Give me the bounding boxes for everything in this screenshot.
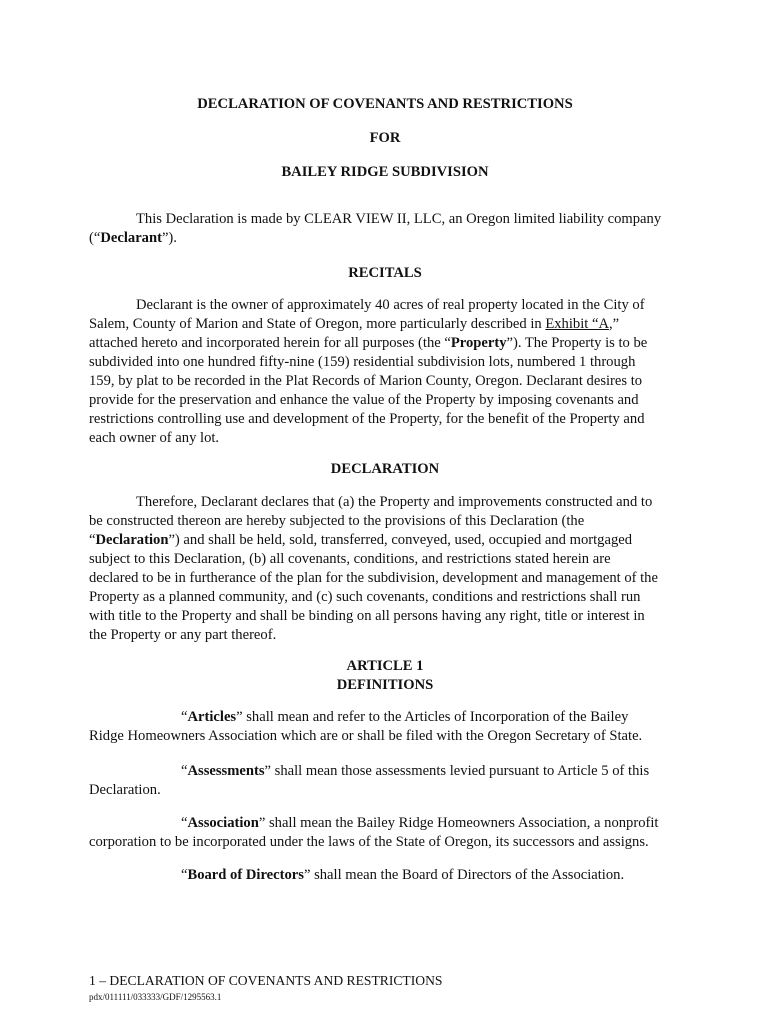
- recitals-line-2: Salem, County of Marion and State of Oregon, more particularly described in Exhibit “A,”: [89, 316, 620, 332]
- recitals-line-8: each owner of any lot.: [89, 430, 220, 446]
- definition-association-line-1: “Association” shall mean the Bailey Ridge Homeowners Association, a nonprofit: [181, 815, 659, 831]
- declaration-line-2: be constructed thereon are hereby subjected to the provisions of this Declaration (the: [89, 513, 585, 529]
- declaration-line-4: subject to this Declaration, (b) all covenants, conditions, and restrictions stated herein are: [89, 551, 611, 567]
- declaration-line-8: the Property or any part thereof.: [89, 627, 277, 643]
- definition-board-line-1: “Board of Directors” shall mean the Board of Directors of the Association.: [181, 867, 625, 883]
- recitals-line-6: provide for the preservation and enhance the value of the Property by imposing covenants and: [89, 392, 639, 408]
- property-term: Property: [450, 335, 507, 351]
- articles-term: Articles: [187, 709, 237, 725]
- declaration-line-5: declared to be in furtherance of the plan for the subdivision, development and management of the: [89, 570, 658, 586]
- footer-page-title: 1 – DECLARATION OF COVENANTS AND RESTRICTIONS: [89, 973, 443, 988]
- article-heading: ARTICLE 1: [346, 658, 424, 674]
- recitals-heading: RECITALS: [348, 265, 422, 281]
- recitals-line-4: subdivided into one hundred fifty-nine (159) residential subdivision lots, numbered 1 through: [89, 354, 636, 370]
- declarant-term: Declarant: [100, 230, 162, 246]
- definition-assessments-line-2: Declaration.: [89, 782, 161, 798]
- definition-association-line-2: corporation to be incorporated under the laws of the State of Oregon, its successors and assigns.: [89, 834, 649, 850]
- declaration-heading: DECLARATION: [330, 461, 440, 477]
- recitals-line-1: Declarant is the owner of approximately 40 acres of real property located in the City of: [136, 297, 645, 313]
- declaration-line-6: Property as a planned community, and (c) such covenants, conditions and restrictions shall run: [89, 589, 641, 605]
- intro-paragraph: [89, 210, 681, 248]
- subdivision-title: BAILEY RIDGE SUBDIVISION: [281, 164, 489, 180]
- intro-line-1: This Declaration is made by CLEAR VIEW II, LLC, an Oregon limited liability company: [136, 211, 662, 227]
- footer-document-code: pdx/011111/033333/GDF/1295563.1: [89, 992, 222, 1002]
- definition-board: [89, 866, 681, 885]
- board-term: Board of Directors: [187, 867, 304, 883]
- declaration-line-7: with title to the Property and shall be binding on all persons having any right, title or interest in: [89, 608, 645, 624]
- recitals-line-3: attached hereto and incorporated herein for all purposes (the “Property”). The Property is to be: [89, 335, 648, 351]
- declaration-line-1: Therefore, Declarant declares that (a) the Property and improvements constructed and to: [136, 494, 653, 510]
- document-title: DECLARATION OF COVENANTS AND RESTRICTIONS: [197, 96, 573, 112]
- intro-line-2: (“Declarant”).: [89, 230, 177, 246]
- definitions-heading: DEFINITIONS: [336, 677, 434, 693]
- association-term: Association: [187, 815, 259, 831]
- definition-articles: [89, 708, 681, 746]
- definition-association: [89, 814, 681, 852]
- definition-assessments-line-1: “Assessments” shall mean those assessments levied pursuant to Article 5 of this: [181, 763, 650, 779]
- assessments-term: Assessments: [187, 763, 265, 779]
- recitals-line-7: restrictions controlling use and development of the Property, for the benefit of the Property and: [89, 411, 645, 427]
- recitals-paragraph: [89, 296, 681, 448]
- document-title-for: FOR: [369, 130, 401, 146]
- declaration-line-3: “Declaration”) and shall be held, sold, transferred, conveyed, used, occupied and mortgaged: [89, 532, 633, 548]
- definition-articles-line-2: Ridge Homeowners Association which are or shall be filed with the Oregon Secretary of State.: [89, 728, 643, 744]
- definition-assessments: [89, 762, 681, 800]
- recitals-line-5: 159, by plat to be recorded in the Plat Records of Marion County, Oregon. Declarant desires to: [89, 373, 643, 389]
- definition-articles-line-1: “Articles” shall mean and refer to the Articles of Incorporation of the Bailey: [181, 709, 629, 725]
- declaration-paragraph: [89, 493, 681, 645]
- exhibit-a-reference: Exhibit “A: [545, 316, 609, 332]
- declaration-term: Declaration: [95, 532, 169, 548]
